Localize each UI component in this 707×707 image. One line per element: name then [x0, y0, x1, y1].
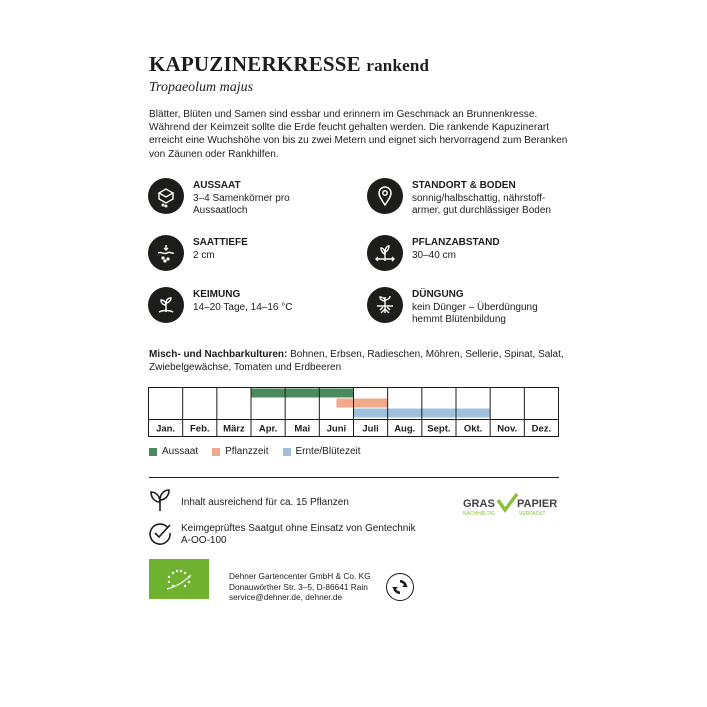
quality-line1: Keimgeprüftes Saatgut ohne Einsatz von Gentechnik [181, 523, 416, 534]
aussaat-line1: 3–4 Samenkörner pro [193, 192, 290, 204]
companion-plants [149, 348, 564, 374]
info-aussaat [148, 178, 290, 218]
logo-gras: GRAS [463, 498, 495, 510]
quantity-text: Inhalt ausreichend für ca. 15 Pflanzen [181, 497, 349, 508]
sowing-depth-icon [148, 235, 184, 271]
quality-text [181, 523, 416, 547]
calendar-month-label: Apr. [258, 423, 278, 435]
companion-list: Bohnen, Erbsen, Radieschen, Möhren, Sellerie, Spinat, Salat, Zwiebelgewächse, Tomaten und Erdbeeren [149, 349, 564, 374]
info-saattiefe [148, 235, 248, 271]
quality-code: A-OO-100 [181, 535, 227, 546]
product-variant: rankend [366, 56, 430, 75]
product-title [149, 52, 429, 77]
calendar-legend [149, 446, 375, 457]
legend-label-aussaat: Aussaat [162, 446, 199, 457]
root-plant-icon [367, 287, 403, 323]
legend-label-pflanzzeit: Pflanzzeit [225, 446, 269, 457]
eu-organic-logo [149, 559, 209, 599]
calendar-month-label: Feb. [189, 423, 210, 435]
company-address [229, 571, 371, 603]
legend-ernte [283, 446, 361, 457]
check-circle-icon [147, 520, 173, 551]
logo-papier: PAPIER [517, 498, 558, 510]
sprout-icon [148, 287, 184, 323]
companion-label: Misch- und Nachbarkulturen: [149, 349, 288, 360]
info-keimung [148, 287, 292, 323]
legend-swatch-ernte [283, 448, 291, 456]
calendar-month-label: Okt. [463, 423, 483, 435]
calendar-month-label: Nov. [497, 423, 518, 435]
company-contact: service@dehner.de, dehner.de [229, 592, 343, 602]
seed-bag-icon [148, 178, 184, 214]
leaf-icon [147, 487, 173, 513]
legend-swatch-aussaat [149, 448, 157, 456]
saattiefe-heading: SAATTIEFE [193, 237, 248, 248]
latin-name: Tropaeolum majus [149, 80, 254, 95]
company-name: Dehner Gartencenter GmbH & Co. KG [229, 571, 371, 581]
sowing-calendar [148, 387, 559, 437]
calendar-month-label: Jan. [156, 423, 176, 435]
logo-nachhaltig: NACHHALTIG [463, 511, 495, 517]
calendar-bar-pflanzzeit [336, 399, 387, 408]
duengung-line1: kein Dünger – Überdüngung [412, 301, 538, 313]
pflanzabstand-heading: PFLANZABSTAND [412, 237, 500, 248]
legend-swatch-pflanzzeit [212, 448, 220, 456]
duengung-heading: DÜNGUNG [412, 289, 464, 300]
standort-line1: sonnig/halbschattig, nährstoff- [412, 192, 546, 204]
aussaat-line2: Aussaatloch [193, 205, 248, 216]
keimung-heading: KEIMUNG [193, 289, 241, 300]
quantity-row [147, 487, 173, 513]
legend-label-ernte: Ernte/Blütezeit [295, 446, 361, 457]
plant-spacing-icon [367, 235, 403, 271]
info-standort [367, 178, 551, 218]
location-pin-icon [367, 178, 403, 214]
calendar-month-label: Juli [362, 423, 379, 435]
standort-line2: armer, gut durchlässiger Boden [412, 205, 551, 216]
keimung-line1: 14–20 Tage, 14–16 °C [193, 301, 293, 313]
description-text: Blätter, Blüten und Samen sind essbar und erinnern im Geschmack an Brunnenkresse. Während der Keimzeit sollte die Erde feucht gehalten werden. Die rankende Kapuzinerart erreicht eine Wuchshöhe von bis zu zwei Metern und eignet sich hervorragend zum Beranken von Zäunen oder Rankhilfen. [149, 109, 568, 160]
recycle-icon [386, 573, 414, 601]
logo-verpackt: VERPACKT [519, 511, 546, 517]
product-name: KAPUZINERKRESSE [149, 52, 361, 76]
duengung-line2: hemmt Blütenbildung [412, 314, 506, 325]
pflanzabstand-line1: 30–40 cm [412, 249, 456, 261]
saattiefe-line1: 2 cm [193, 249, 215, 261]
calendar-month-label: Juni [326, 423, 347, 435]
legend-aussaat [149, 446, 198, 457]
info-duengung [367, 287, 538, 327]
divider [149, 477, 559, 478]
aussaat-heading: AUSSAAT [193, 180, 241, 191]
calendar-month-label: März [223, 423, 245, 435]
info-pflanzabstand [367, 235, 500, 271]
calendar-bar-aussaat [251, 389, 354, 398]
calendar-month-label: Mai [294, 423, 311, 435]
calendar-month-label: Aug. [394, 423, 416, 435]
standort-heading: STANDORT & BODEN [412, 180, 516, 191]
graspapier-logo [463, 493, 563, 526]
calendar-month-label: Sept. [427, 423, 451, 435]
calendar-month-label: Dez. [531, 423, 552, 435]
company-street: Donauwörther Str. 3–5, D-86641 Rain [229, 581, 368, 592]
legend-pflanzzeit [212, 446, 268, 457]
